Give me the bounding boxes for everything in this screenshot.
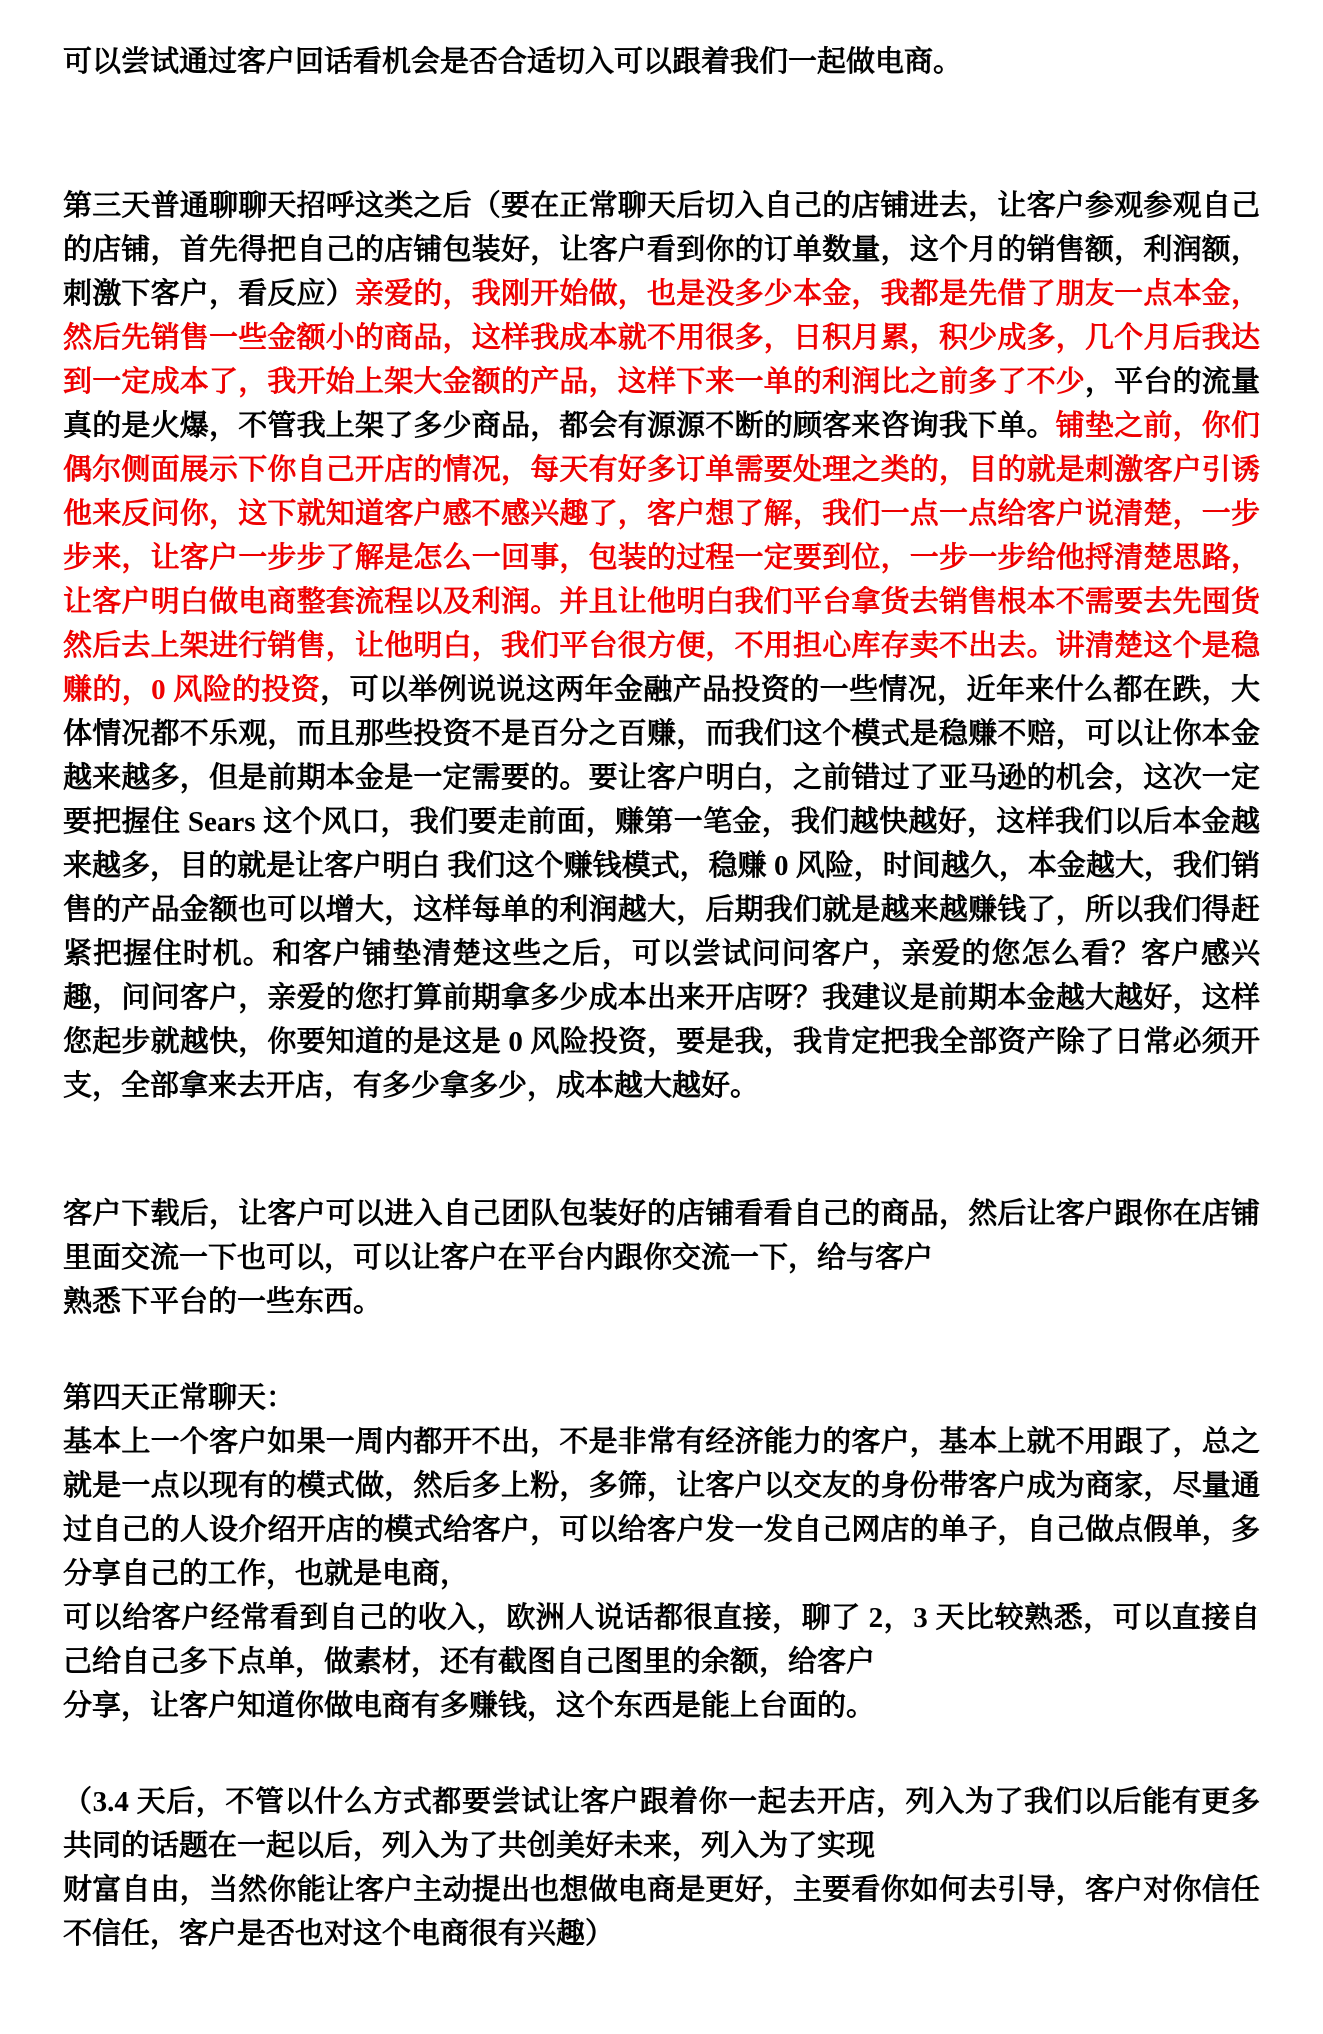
day4-line-1: 基本上一个客户如果一周内都开不出，不是非常有经济能力的客户，基本上就不用跟了，总之就是一点以现有的模式做，然后多上粉，多筛，让客户以交友的身份带客户成为商家，尽量通过自己的人设介绍开店的模式给客户，可以给客户发一发自己网店的单子，自己做点假单，多分享自己的工作，也就是电商， — [63, 1426, 1260, 1590]
day4-line-3: 分享，让客户知道你做电商有多赚钱，这个东西是能上台面的。 — [63, 1690, 876, 1722]
intro-text: 可以尝试通过客户回话看机会是否合适切入可以跟着我们一起做电商。 — [63, 46, 963, 78]
after-download-line-2: 熟悉下平台的一些东西。 — [63, 1286, 383, 1318]
after-download-line-1: 客户下载后，让客户可以进入自己团队包装好的店铺看看自己的商品，然后让客户跟你在店铺里面交流一下也可以，可以让客户在平台内跟你交流一下，给与客户 — [63, 1198, 1260, 1274]
paragraph-day4 — [63, 1376, 1260, 1728]
day3-sample-pitch-text: 亲爱的，我刚开始做，也是没多少本金，我都是先借了朋友一点本金，然后先销售一些金额小的商品，这样我成本就不用很多，日积月累，积少成多，几个月后我达到一定成本了，我开始上架大金额的产品，这样下来一单的利润比之前多了不少 — [63, 278, 1260, 398]
paragraph-intro — [63, 40, 1260, 84]
day4-line-2: 可以给客户经常看到自己的收入，欧洲人说话都很直接，聊了 2，3 天比较熟悉，可以直接自己给自己多下点单，做素材，还有截图自己图里的余额，给客户 — [63, 1602, 1260, 1678]
paragraph-after-download — [63, 1192, 1260, 1324]
day3-guidance-text: 铺垫之前，你们偶尔侧面展示下你自己开店的情况，每天有好多订单需要处理之类的，目的就是刺激客户引诱他来反问你，这下就知道客户感不感兴趣了，客户想了解，我们一点一点给客户说清楚，一步步来，让客户一步步了解是怎么一回事，包装的过程一定要到位，一步一步给他捋清楚思路，让客户明白做电商整套流程以及利润。并且让他明白我们平台拿货去销售根本不需要去先囤货然后去上架进行销售，让他明白，我们平台很方便，不用担心库存卖不出去。讲清楚这个是稳赚的，0 风险的投资 — [63, 410, 1260, 706]
day4-heading: 第四天正常聊天： — [63, 1382, 296, 1414]
paragraph-day3-script — [63, 184, 1260, 1108]
day3-setup-text: 第三天普通聊聊天招呼这类之后（要在正常聊天后切入自己的店铺进去，让客户参观参观自己的店铺，首先得把自己的店铺包装好，让客户看到你的订单数量，这个月的销售额，利润额，刺激下客户，看反应） — [63, 190, 1260, 310]
closing-line-1: （3.4 天后，不管以什么方式都要尝试让客户跟着你一起去开店，列入为了我们以后能有更多共同的话题在一起以后，列入为了共创美好未来，列入为了实现 — [63, 1786, 1260, 1862]
day3-closing-text: ，可以举例说说这两年金融产品投资的一些情况，近年来什么都在跌，大体情况都不乐观，而且那些投资不是百分之百赚，而我们这个模式是稳赚不赔，可以让你本金越来越多，但是前期本金是一定需要的。要让客户明白，之前错过了亚马逊的机会，这次一定要把握住 Sears 这个风口，我们要走前面，赚第一笔金，我们越快越好，这样我们以后本金越来越多，目的就是让客户明白 我们这个赚钱模式，稳赚 0 风险，时间越久，本金越大，我们销售的产品金额也可以增大，这样每单的利润越大，后期我们就是越来越赚钱了，所以我们得赶紧把握住时机。和客户铺垫清楚这些之后，可以尝试问问客户，亲爱的您怎么看？客户感兴趣，问问客户，亲爱的您打算前期拿多少成本出来开店呀？我建议是前期本金越大越好，这样您起步就越快，你要知道的是这是 0 风险投资，要是我，我肯定把我全部资产除了日常必须开支，全部拿来去开店，有多少拿多少，成本越大越好。 — [63, 674, 1260, 1102]
closing-line-2: 财富自由，当然你能让客户主动提出也想做电商是更好，主要看你如何去引导，客户对你信任不信任，客户是否也对这个电商很有兴趣） — [63, 1874, 1260, 1950]
day3-traffic-text: ，平台的流量真的是火爆，不管我上架了多少商品，都会有源源不断的顾客来咨询我下单。 — [63, 366, 1260, 442]
paragraph-closing — [63, 1780, 1260, 1956]
